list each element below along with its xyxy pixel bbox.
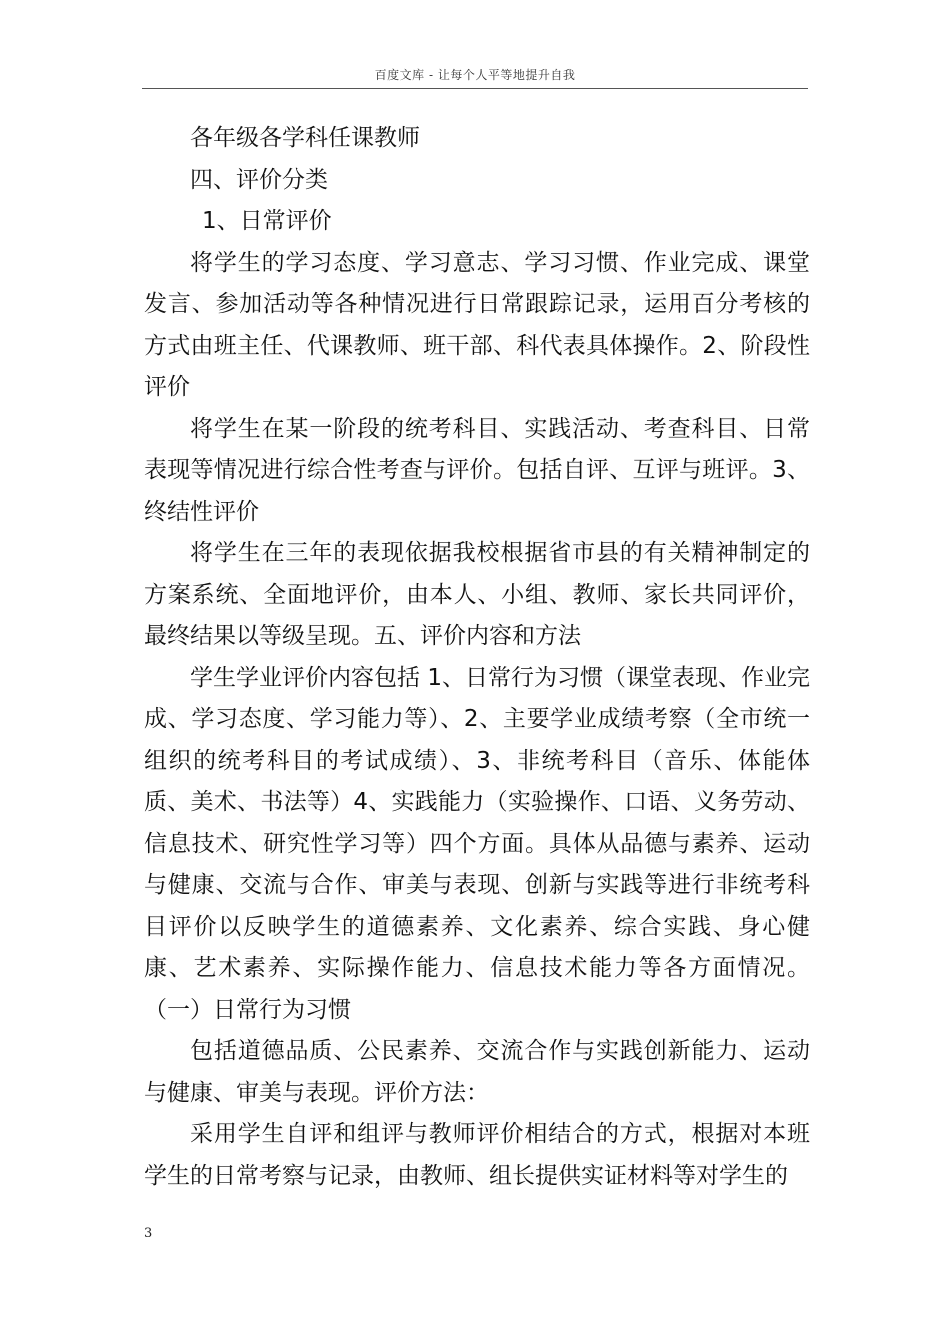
paragraph-evaluation-method: 采用学生自评和组评与教师评价相结合的方式，根据对本班学生的日常考察与记录，由教师、组长提供实证材料等对学生的 <box>144 1121 810 1189</box>
paragraph-evaluation-content: 学生学业评价内容包括 1、日常行为习惯（课堂表现、作业完成、学习态度、学习能力等）、2、主要学业成绩考察（全市统一组织的统考科目的考试成绩）、3、非统考科目（音乐、体能体质、美术、书法等）4、实践能力（实验操作、口语、义务劳动、信息技术、研究性学习等）四个方面。具体从品德与素养、运动与健康、交流与合作、审美与表现、创新与实践等进行非统考科目评价以反映学生的道德素养、文化素养、综合实践、身心健康、艺术素养、实际操作能力、信息技术能力等各方面情况。（一）日常行为习惯 <box>144 664 810 1023</box>
document-body <box>144 118 810 1197</box>
paragraph-daily-evaluation: 将学生的学习态度、学习意志、学习习惯、作业完成、课堂发言、参加活动等各种情况进行日常跟踪记录，运用百分考核的方式由班主任、代课教师、班干部、科代表具体操作。2、阶段性评价 <box>144 249 810 400</box>
heading-evaluation-categories: 四、评价分类 <box>190 166 328 193</box>
paragraph-teachers: 各年级各学科任课教师 <box>190 125 420 151</box>
paragraph-daily-habits: 包括道德品质、公民素养、交流合作与实践创新能力、运动与健康、审美与表现。评价方法： <box>144 1038 810 1106</box>
page-number: 3 <box>144 1226 153 1241</box>
page-header: 百度文库 - 让每个人平等地提升自我 <box>142 62 808 89</box>
heading-daily-evaluation: 1、日常评价 <box>202 208 332 234</box>
paragraph-stage-evaluation: 将学生在某一阶段的统考科目、实践活动、考查科目、日常表现等情况进行综合性考查与评价。包括自评、互评与班评。3、终结性评价 <box>144 415 810 525</box>
paragraph-final-evaluation: 将学生在三年的表现依据我校根据省市县的有关精神制定的方案系统、全面地评价，由本人、小组、教师、家长共同评价，最终结果以等级呈现。五、评价内容和方法 <box>144 540 810 649</box>
